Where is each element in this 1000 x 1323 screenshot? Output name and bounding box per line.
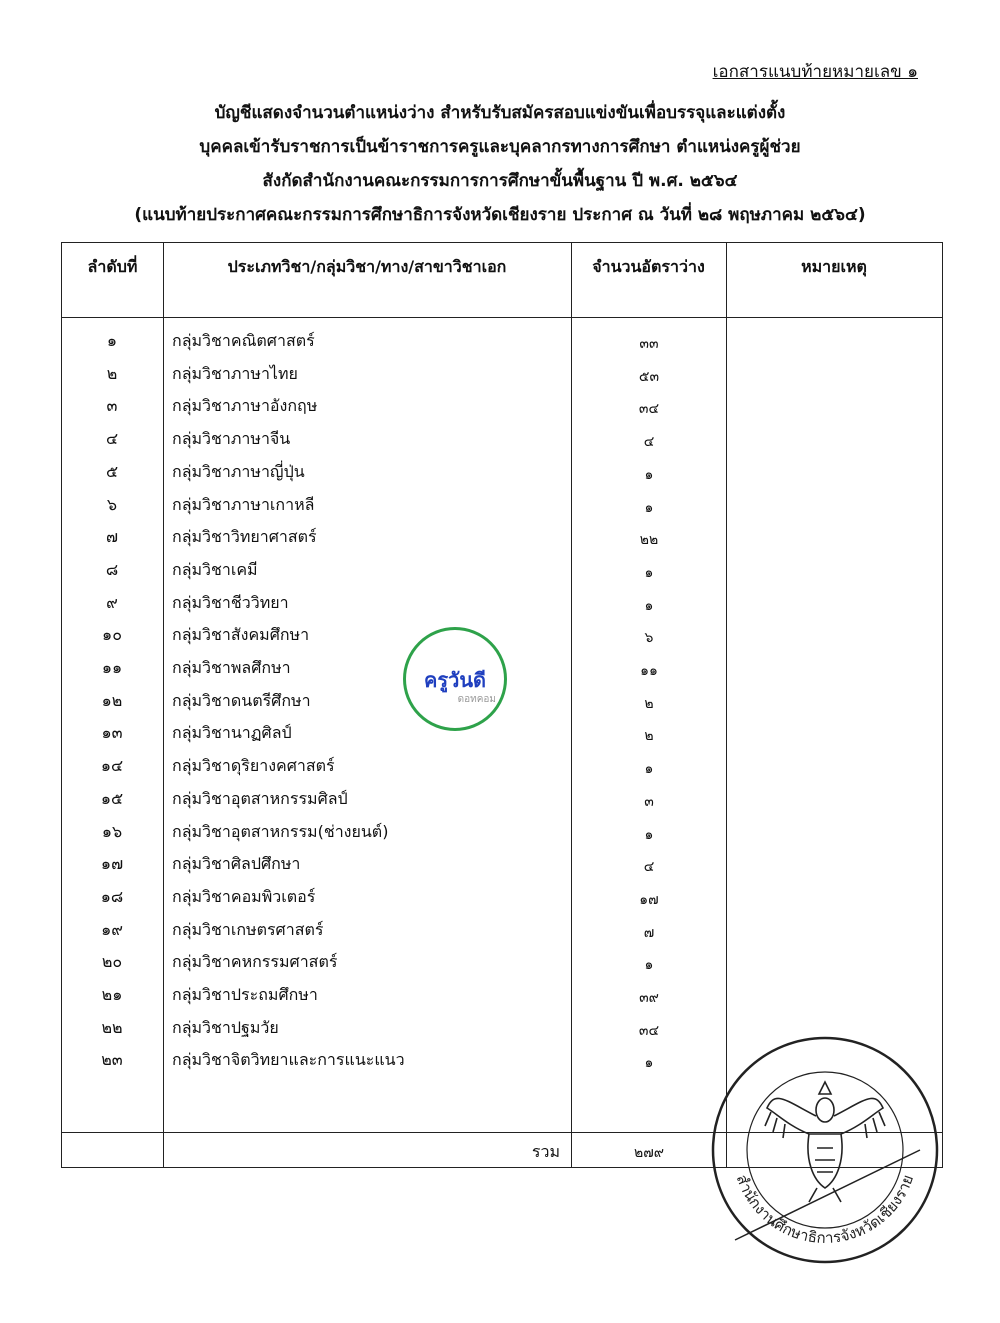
row-subject: กลุ่มวิชาจิตวิทยาและการแนะแนว [172, 1050, 405, 1070]
row-index: ๑๕ [100, 788, 124, 808]
row-index: ๑ [106, 331, 118, 350]
row-vacancies: ๑ [644, 597, 654, 614]
row-index: ๖ [106, 494, 118, 514]
row-vacancies: ๑ [644, 826, 654, 843]
row-index: ๗ [105, 527, 119, 547]
garuda-emblem-icon [765, 1082, 885, 1202]
row-subject: กลุ่มวิชาเกษตรศาสตร์ [172, 919, 324, 939]
title-line-2: บุคคลเข้ารับราชการเป็นข้าราชการครูและบุคลากรทางการศึกษา ตำแหน่งครูผู้ช่วย [199, 137, 801, 157]
table-row [62, 781, 942, 814]
row-vacancies: ๒๒ [639, 532, 659, 549]
table-row [62, 421, 942, 454]
row-vacancies: ๑๗ [639, 891, 659, 908]
row-vacancies: ๓๓ [639, 336, 659, 352]
row-subject: กลุ่มวิชาอุตสาหกรรมศิลป์ [172, 788, 348, 808]
row-index: ๑๙ [101, 919, 123, 939]
title-line-1: บัญชีแสดงจำนวนตำแหน่งว่าง สำหรับรับสมัครสอบแข่งขันเพื่อบรรจุและแต่งตั้ง [214, 103, 786, 123]
row-subject: กลุ่มวิชาภาษาจีน [172, 429, 291, 449]
row-subject: กลุ่มวิชาคณิตศาสตร์ [172, 331, 315, 350]
total-value: ๒๗๙ [633, 1145, 664, 1161]
row-index: ๑๑ [101, 658, 123, 677]
row-vacancies: ๔ [643, 859, 655, 876]
row-subject: กลุ่มวิชาดุริยางคศาสตร์ [172, 756, 335, 776]
row-vacancies: ๗ [643, 924, 655, 941]
row-index: ๒๑ [101, 985, 123, 1004]
row-index: ๒๒ [101, 1017, 123, 1037]
row-vacancies: ๔ [643, 434, 655, 451]
table-row [62, 846, 942, 879]
row-subject: กลุ่มวิชาดนตรีศึกษา [172, 690, 311, 710]
row-subject: กลุ่มวิชาภาษาญี่ปุ่น [172, 461, 305, 481]
row-index: ๒๓ [101, 1050, 123, 1070]
table-row [62, 617, 942, 650]
header-divider [62, 317, 942, 318]
row-vacancies: ๓ [644, 793, 654, 810]
table-row [62, 748, 942, 781]
table-row [62, 585, 942, 618]
row-vacancies: ๑ [644, 499, 654, 516]
row-index: ๓ [106, 396, 118, 416]
row-vacancies: ๑ [644, 564, 654, 581]
row-index: ๑๓ [101, 723, 123, 743]
row-index: ๑๗ [100, 854, 124, 874]
row-vacancies: ๑๑ [640, 663, 658, 679]
row-vacancies: ๑ [644, 761, 654, 778]
row-vacancies: ๒ [644, 695, 654, 712]
row-index: ๑๐ [102, 625, 122, 645]
watermark-main-text: ครูวันดี [423, 668, 486, 692]
table-row [62, 715, 942, 748]
table-row [62, 912, 942, 945]
table-row [62, 519, 942, 552]
table-row [62, 356, 942, 389]
row-index: ๑๖ [101, 821, 123, 841]
table-row [62, 388, 942, 421]
title-line-3: สังกัดสำนักงานคณะกรรมการการศึกษาขั้นพื้นฐาน ปี พ.ศ. ๒๕๖๔ [262, 171, 738, 191]
row-subject: กลุ่มวิชาศิลปศึกษา [172, 854, 301, 874]
row-index: ๙ [106, 592, 118, 612]
row-index: ๔ [105, 429, 119, 449]
row-vacancies: ๑ [644, 1055, 654, 1072]
title-block [0, 96, 1000, 232]
document-reference: เอกสารแนบท้ายหมายเลข ๑ [712, 62, 918, 82]
row-subject: กลุ่มวิชาปฐมวัย [172, 1017, 279, 1037]
row-subject: กลุ่มวิชาสังคมศึกษา [172, 625, 310, 645]
row-index: ๑๘ [100, 886, 124, 906]
row-subject: กลุ่มวิชาชีววิทยา [172, 592, 289, 612]
row-subject: กลุ่มวิชาคหกรรมศาสตร์ [172, 952, 338, 972]
row-subject: กลุ่มวิชาคอมพิวเตอร์ [172, 886, 316, 906]
header-index: ลำดับที่ [87, 257, 138, 276]
row-subject: กลุ่มวิชาพลศึกษา [172, 658, 291, 677]
table-row [62, 814, 942, 847]
total-label: รวม [531, 1142, 560, 1161]
table-row [62, 454, 942, 487]
table-row [62, 977, 942, 1010]
row-subject: กลุ่มวิชาภาษาอังกฤษ [172, 396, 318, 416]
header-remarks: หมายเหตุ [801, 257, 867, 276]
table-row [62, 487, 942, 520]
official-seal-stamp [705, 1030, 945, 1270]
row-subject: กลุ่มวิชาประถมศึกษา [172, 985, 318, 1004]
watermark-sub-text: ดอทคอม [457, 694, 496, 705]
row-vacancies: ๓๙ [639, 990, 659, 1006]
row-subject: กลุ่มวิชาภาษาไทย [172, 363, 298, 383]
row-index: ๒ [106, 363, 118, 383]
table-row [62, 944, 942, 977]
row-subject: กลุ่มวิชาอุตสาหกรรม(ช่างยนต์) [172, 821, 389, 841]
row-vacancies: ๖ [644, 630, 654, 647]
header-subject: ประเภทวิชา/กลุ่มวิชา/ทาง/สาขาวิชาเอก [227, 257, 507, 276]
row-index: ๑๒ [101, 690, 123, 710]
svg-text:สำนักงานศึกษาธิการจังหวัดเชียง [733, 1172, 917, 1247]
row-vacancies: ๓๔ [638, 1022, 660, 1039]
row-subject: กลุ่มวิชาเคมี [172, 559, 258, 579]
table-row [62, 552, 942, 585]
row-subject: กลุ่มวิชาภาษาเกาหลี [172, 494, 315, 514]
header-vacancies: จำนวนอัตราว่าง [592, 257, 705, 276]
watermark-logo [403, 627, 507, 731]
table-row [62, 323, 942, 356]
row-vacancies: ๕๓ [638, 368, 660, 385]
row-index: ๒๐ [101, 952, 123, 972]
seal-text: สำนักงานศึกษาธิการจังหวัดเชียงราย [732, 1171, 918, 1248]
row-index: ๘ [105, 559, 119, 579]
row-subject: กลุ่มวิชาวิทยาศาสตร์ [172, 527, 317, 547]
row-vacancies: ๒ [644, 728, 654, 745]
row-index: ๑๔ [100, 756, 124, 776]
row-vacancies: ๑ [644, 466, 654, 483]
row-vacancies: ๑ [644, 957, 654, 974]
title-line-4: (แนบท้ายประกาศคณะกรรมการศึกษาธิการจังหวัดเชียงราย ประกาศ ณ วันที่ ๒๘ พฤษภาคม ๒๕๖๔) [134, 205, 866, 225]
table-row [62, 879, 942, 912]
row-index: ๕ [105, 461, 119, 481]
row-vacancies: ๓๔ [638, 401, 660, 418]
row-subject: กลุ่มวิชานาฏศิลป์ [172, 723, 292, 743]
